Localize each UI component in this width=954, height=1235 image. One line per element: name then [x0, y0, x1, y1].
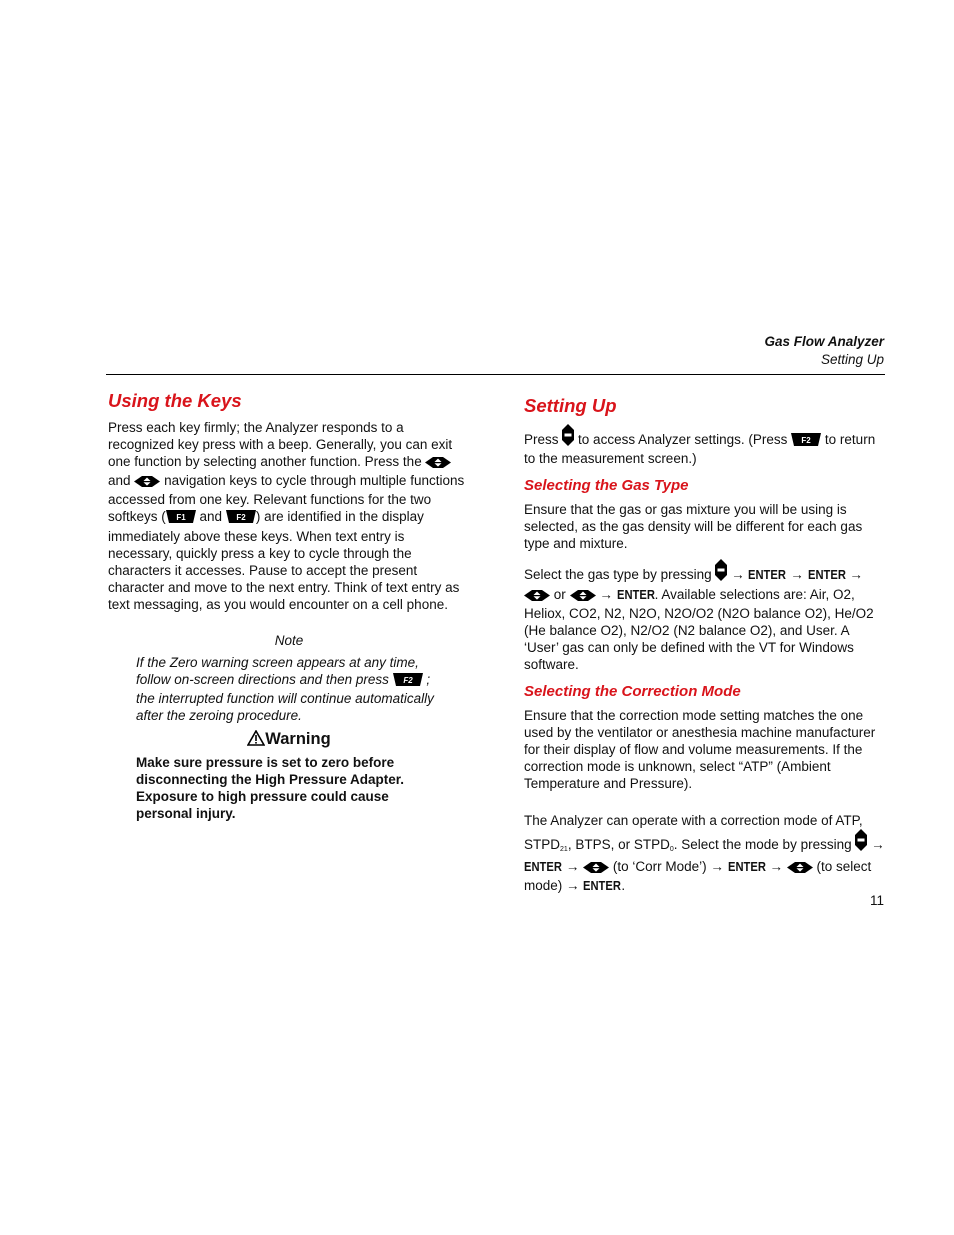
warning-heading: Warning [108, 730, 470, 751]
note-label: Note [274, 633, 304, 648]
softkey-f2-label: F2 [402, 676, 413, 686]
nav-updown-key-icon [570, 588, 596, 605]
arrow-right-icon: → [769, 858, 783, 874]
softkey-f2-icon [791, 433, 821, 450]
setup-key-icon [715, 559, 727, 585]
corr-paragraph-2: The Analyzer can operate with a correction mode of ATP, $STPD_{21}$, BTPS, or $STPD_0$. Select the mode by pressing → ENTER → (to ‘Corr Mode’) → ENTER → (to select mode) → ENTER. [524, 812, 885, 893]
warning-text: Make sure pressure is set to zero before disconnecting the High Pressure Adapter. Exposure to high pressure could cause personal injury. [136, 755, 405, 822]
enter-key-label: ENTER [616, 586, 655, 602]
subheading-gas-type: Selecting the Gas Type [524, 477, 689, 495]
running-header-section: Setting Up [820, 352, 884, 367]
arrow-right-icon: → [565, 858, 580, 874]
nav-updown-key-icon [787, 860, 813, 877]
enter-key-label: ENTER [583, 877, 622, 893]
arrow-right-icon: → [849, 567, 863, 583]
header-rule [106, 374, 885, 375]
corr-paragraph-1: Ensure that the correction mode setting matches the one used by the ventilator or anesthesia machine manufacturer for their display of flow and volume measurements. If the correction mode is unknown, select “ATP” (Ambient Temperature and Pressure). [524, 708, 876, 792]
arrow-right-icon: → [566, 877, 580, 893]
softkey-f2-label: F2 [801, 436, 811, 445]
section-heading-using-keys: Using the Keys [108, 390, 242, 411]
arrow-right-icon: → [710, 858, 724, 874]
warning-triangle-icon [247, 730, 265, 751]
nav-updown-key-icon [524, 588, 550, 605]
softkey-f2-icon [393, 673, 423, 690]
nav-updown-key-icon [425, 455, 451, 472]
arrow-right-icon: → [731, 567, 745, 583]
softkey-f2-icon [226, 510, 256, 527]
running-header-title: Gas Flow Analyzer [764, 334, 884, 349]
note-block [136, 654, 441, 724]
right-column [524, 395, 886, 894]
softkey-f2-label: F2 [236, 513, 246, 523]
page-number: 11 [869, 893, 884, 908]
arrow-right-icon: → [871, 836, 885, 852]
softkey-f1-icon [166, 510, 196, 527]
enter-key-label: ENTER [727, 858, 766, 874]
arrow-right-icon: → [790, 567, 804, 583]
warning-block [136, 754, 436, 822]
gas-paragraph-2: Select the gas type by pressing → ENTER → ENTER → or → ENTER. Available selections are: Air, O2, Heliox, CO2, N2, N2O, N2O/O2 (N2O balance O2), He/O2 (He balance O2), N2/O2 (N2 balance O2), and User. A ‘User’ gas can only be defined with the VT for Windows software. [524, 559, 886, 673]
arrow-right-icon: → [599, 586, 613, 602]
note-text: If the Zero warning screen appears at any time, follow on-screen directions and then press F2 ; the interrupted function will continue automatically after the zeroing procedure. [136, 655, 434, 724]
enter-key-label: ENTER [748, 567, 787, 583]
left-column [108, 390, 470, 613]
nav-updown-key-icon [134, 474, 160, 491]
softkey-f1-label: F1 [176, 513, 186, 523]
enter-key-label: ENTER [807, 567, 846, 583]
setup-intro-paragraph: Press to access Analyzer settings. (Press F2 to return to the measurement screen.) [524, 424, 886, 467]
keys-paragraph: Press each key firmly; the Analyzer responds to a recognized key press with a beep. Generally, you can exit one function by selecting another function. Press the and navigation keys to cycle through multiple functions accessed from one key. Relevant functions for the two softkeys ( F1 and F2 ) are identified in the display immediately above these keys. When text entry is necessary, quickly press a key to cycle through the characters it accesses. Pause to accept the present character and move to the next entry. Think of text entry as text messaging, as you would encounter on a cell phone. [108, 420, 465, 612]
setup-key-icon [855, 829, 867, 855]
section-heading-setting-up: Setting Up [524, 395, 617, 416]
gas-paragraph-1: Ensure that the gas or gas mixture you will be using is selected, as the gas density will be different for each gas type and mixture. [524, 502, 863, 552]
enter-key-label: ENTER [524, 858, 562, 874]
subheading-correction-mode: Selecting the Correction Mode [524, 683, 741, 701]
nav-updown-key-icon [583, 860, 609, 877]
subscript-0: 0 [669, 845, 674, 853]
subscript-21: 21 [560, 845, 568, 853]
setup-key-icon [562, 424, 574, 450]
